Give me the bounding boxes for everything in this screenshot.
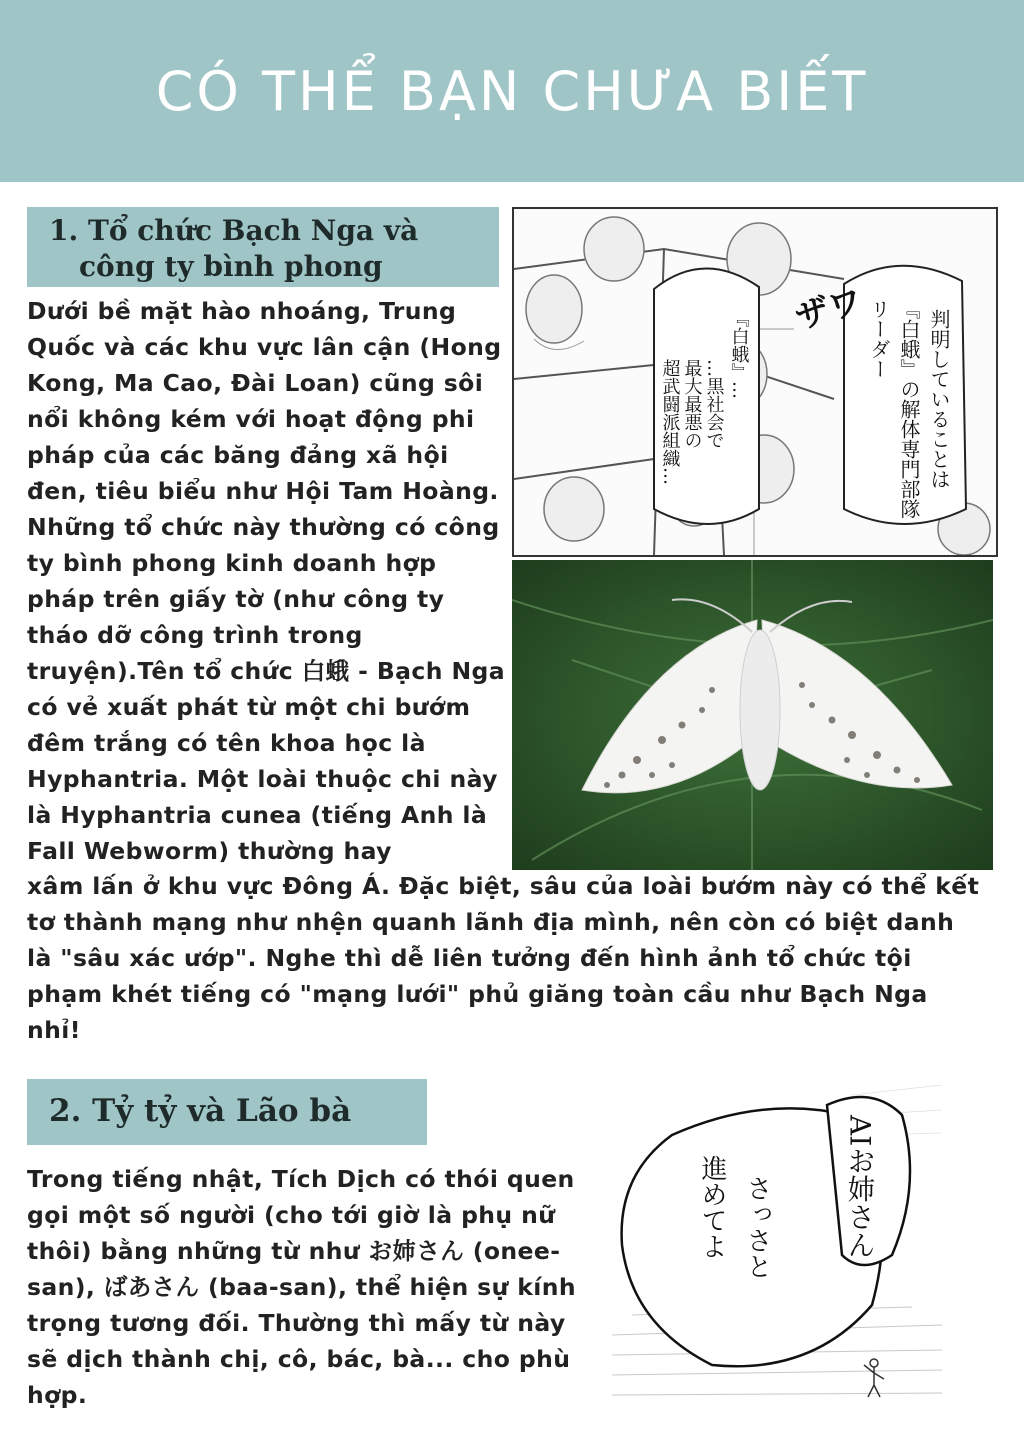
manga1-left-line-1: 『白蛾』…	[728, 309, 750, 399]
section-2-heading: 2. Tỷ tỷ và Lão bà	[27, 1079, 427, 1145]
page-title: CÓ THỂ BẠN CHƯA BIẾT	[155, 59, 869, 123]
manga2-line-1: AIお姉さん	[843, 1115, 877, 1259]
manga-panel-baie-organization	[512, 207, 998, 557]
manga1-right-line-2: 『白蛾』の解体専門部隊	[897, 299, 921, 519]
manga1-left-line-2: …黒社会で	[703, 359, 725, 449]
section-1-heading	[27, 207, 499, 287]
section-1-paragraph-part-1: Dưới bề mặt hào nhoáng, Trung Quốc và các khu vực lân cận (Hong Kong, Ma Cao, Đài Loan) cũng sôi nổi không kém với hoạt động phi pháp của các băng đảng xã hội đen, tiêu biểu như Hội Tam Hoàng. Những tổ chức này thường có công ty bình phong kinh doanh hợp pháp trên giấy tờ (như công ty tháo dỡ công trình trong truyện).Tên tổ chức 白蛾 - Bạch Nga có vẻ xuất phát từ một chi bướm đêm trắng có tên khoa học là Hyphantria. Một loài thuộc chi này là Hyphantria cunea (tiếng Anh là Fall Webworm) thường hay	[27, 297, 505, 865]
section-1-paragraph-part-2: xâm lấn ở khu vực Đông Á. Đặc biệt, sâu của loài bướm này có thể kết tơ thành mạng như nhện quanh lãnh địa mình, nên còn có biệt danh là "sâu xác ướp". Nghe thì dễ liên tưởng đến hình ảnh tổ chức tội phạm khét tiếng có "mạng lưới" phủ giăng toàn cầu như Bạch Nga nhỉ!	[27, 872, 980, 1044]
manga1-right-line-1: 判明していることは	[927, 309, 951, 489]
manga2-line-3: 進めてよ	[697, 1155, 727, 1259]
section-2-paragraph: Trong tiếng nhật, Tích Dịch có thói quen gọi một số người (cho tới giờ là phụ nữ thôi) bằng những từ như お姉さん (onee-san), ばあさん (baa-san), thể hiện sự kính trọng tương đối. Thường thì mấy từ này sẽ dịch thành chị, cô, bác, bà... cho phù hợp.	[27, 1165, 577, 1409]
manga-panel-ai-onee-san	[612, 1075, 942, 1415]
section-1-heading-line-2: công ty bình phong	[79, 250, 383, 283]
manga-sfx: ザワ	[790, 281, 868, 338]
manga1-right-line-3: リーダー	[867, 299, 891, 379]
page-banner	[0, 0, 1024, 182]
manga1-left-line-4: 超武闘派組織…	[659, 359, 681, 485]
moth-photo	[512, 560, 993, 870]
manga2-line-2: さっさと	[742, 1175, 772, 1279]
manga1-left-line-3: 最大最悪の	[681, 359, 703, 449]
section-1-heading-line-1: 1. Tổ chức Bạch Nga và	[49, 214, 419, 247]
